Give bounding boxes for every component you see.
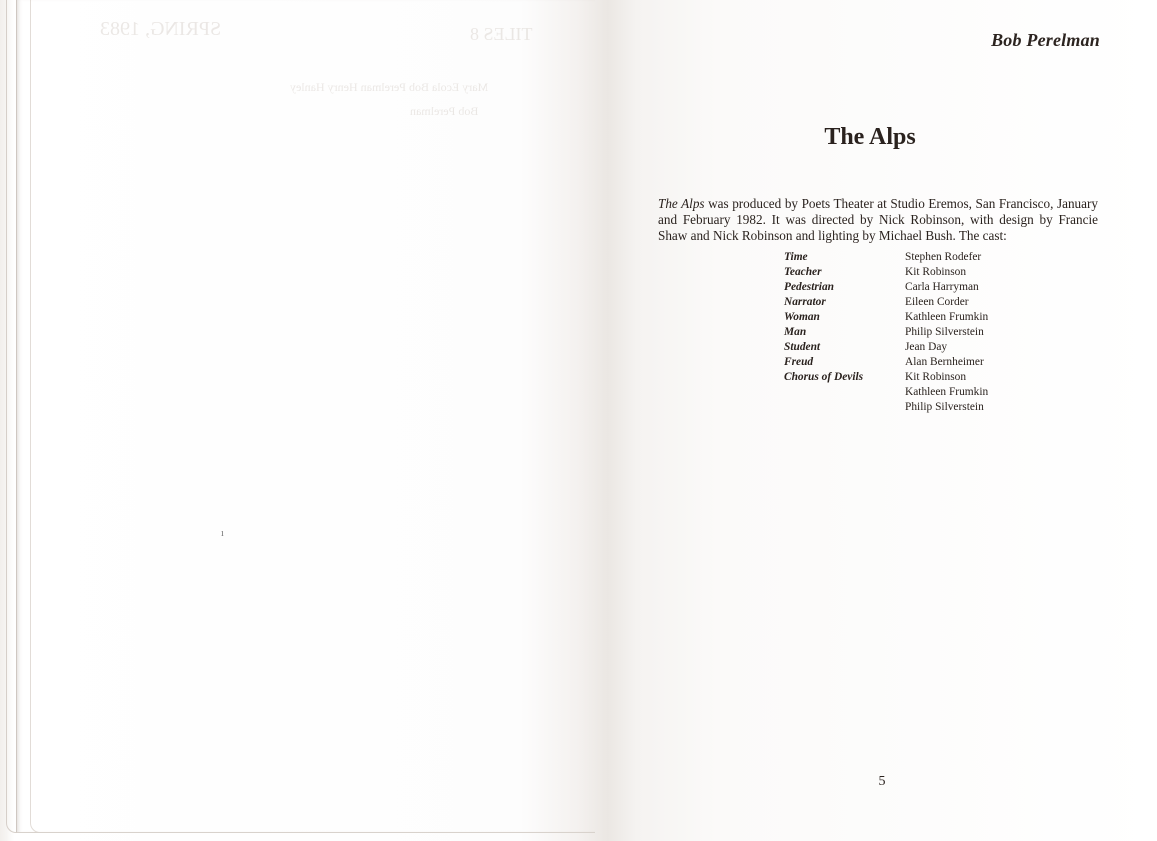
show-through-text: Bob Perelman <box>410 104 479 118</box>
cast-row <box>784 370 988 385</box>
cast-actor: Jean Day <box>905 341 948 353</box>
cast-row <box>784 250 988 265</box>
cast-actor: Kit Robinson <box>905 371 967 383</box>
production-note-text: was produced by Poets Theater at Studio Eremos, San Francisco, January and February 1982. It was directed by Nick Robinson, with design by Francie Shaw and Nick Robinson and lighting by Michael Bush. The cast: <box>658 196 1098 243</box>
show-through-text: Mary Ecola Bob Perelman Henry Hanley <box>290 80 489 94</box>
cast-role: Student <box>784 341 821 353</box>
cast-role <box>784 385 905 400</box>
cast-role: Freud <box>784 356 814 368</box>
cast-role: Chorus of Devils <box>784 371 864 383</box>
cast-actor: Stephen Rodefer <box>905 251 982 263</box>
cast-actor: Philip Silverstein <box>905 401 984 413</box>
cast-row <box>784 400 988 415</box>
cast-actor: Kit Robinson <box>905 266 967 278</box>
cast-row <box>784 280 988 295</box>
cast-actor: Kathleen Frumkin <box>905 386 989 398</box>
cast-actor: Alan Bernheimer <box>905 356 984 368</box>
cast-actor: Kathleen Frumkin <box>905 311 989 323</box>
cast-row <box>784 385 988 400</box>
cast-role <box>784 400 905 415</box>
show-through-text: SPRING, 1983 <box>100 18 222 40</box>
cast-actor: Carla Harryman <box>905 281 979 293</box>
cast-actor: Eileen Corder <box>905 296 969 308</box>
cast-row <box>784 265 988 280</box>
cast-role: Time <box>784 251 808 263</box>
production-note <box>658 196 1098 244</box>
show-through-text: TILES 8 <box>470 24 533 44</box>
cast-role: Pedestrian <box>784 281 834 293</box>
left-page-mark: ı <box>221 528 224 539</box>
cast-row <box>784 355 988 370</box>
cast-row <box>784 310 988 325</box>
cast-role: Man <box>784 326 807 338</box>
cast-actor: Philip Silverstein <box>905 326 984 338</box>
play-title-italic: The Alps <box>658 196 705 211</box>
cast-row <box>784 340 988 355</box>
running-head-author: Bob Perelman <box>991 30 1100 50</box>
left-page <box>16 0 595 833</box>
cast-row <box>784 295 988 310</box>
cast-role: Teacher <box>784 266 822 278</box>
cast-role: Woman <box>784 311 820 323</box>
cast-list <box>784 250 988 415</box>
cast-role: Narrator <box>784 296 826 308</box>
page-title: The Alps <box>824 124 916 150</box>
page-number: 5 <box>878 774 886 789</box>
cast-row <box>784 325 988 340</box>
